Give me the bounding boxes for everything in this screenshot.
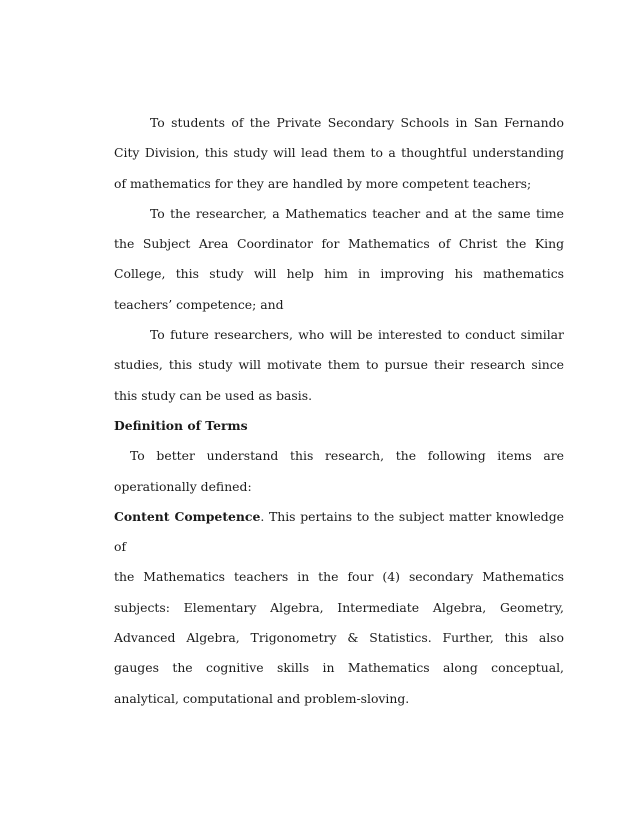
paragraph-future-researchers: To future researchers, who will be interested to conduct similar studies, this study will motivate them to pursue their research since this study can be used as basis. <box>114 327 564 403</box>
paragraph-researcher: To the researcher, a Mathematics teacher and at the same time the Subject Area Coordinator for Mathematics of Christ the King College, this study will help him in improving his mathematics teachers’ competence; and <box>114 205 564 312</box>
section-intro: To better understand this research, the following items are operationally defined: <box>114 448 564 494</box>
section-heading-definition-of-terms: Definition of Terms <box>114 417 248 433</box>
term-lead-text: . This pertains to the subject matter knowledge of <box>114 508 564 555</box>
document-body <box>114 108 564 714</box>
term-label: Content Competence <box>114 508 261 524</box>
term-definition-body: the Mathematics teachers in the four (4) secondary Mathematics subjects: Elementary Algebra, Intermediate Algebra, Geometry, Advanced Algebra, Trigonometry & Statistics. Further, this also gauges the cognitive skills in Mathematics along conceptual, analytical, computational and problem-sloving. <box>114 569 564 706</box>
paragraph-students: To students of the Private Secondary Schools in San Fernando City Division, this study will lead them to a thoughtful understanding of mathematics for they are handled by more competent teachers; <box>114 115 564 191</box>
term-entry-content-competence <box>114 502 564 563</box>
